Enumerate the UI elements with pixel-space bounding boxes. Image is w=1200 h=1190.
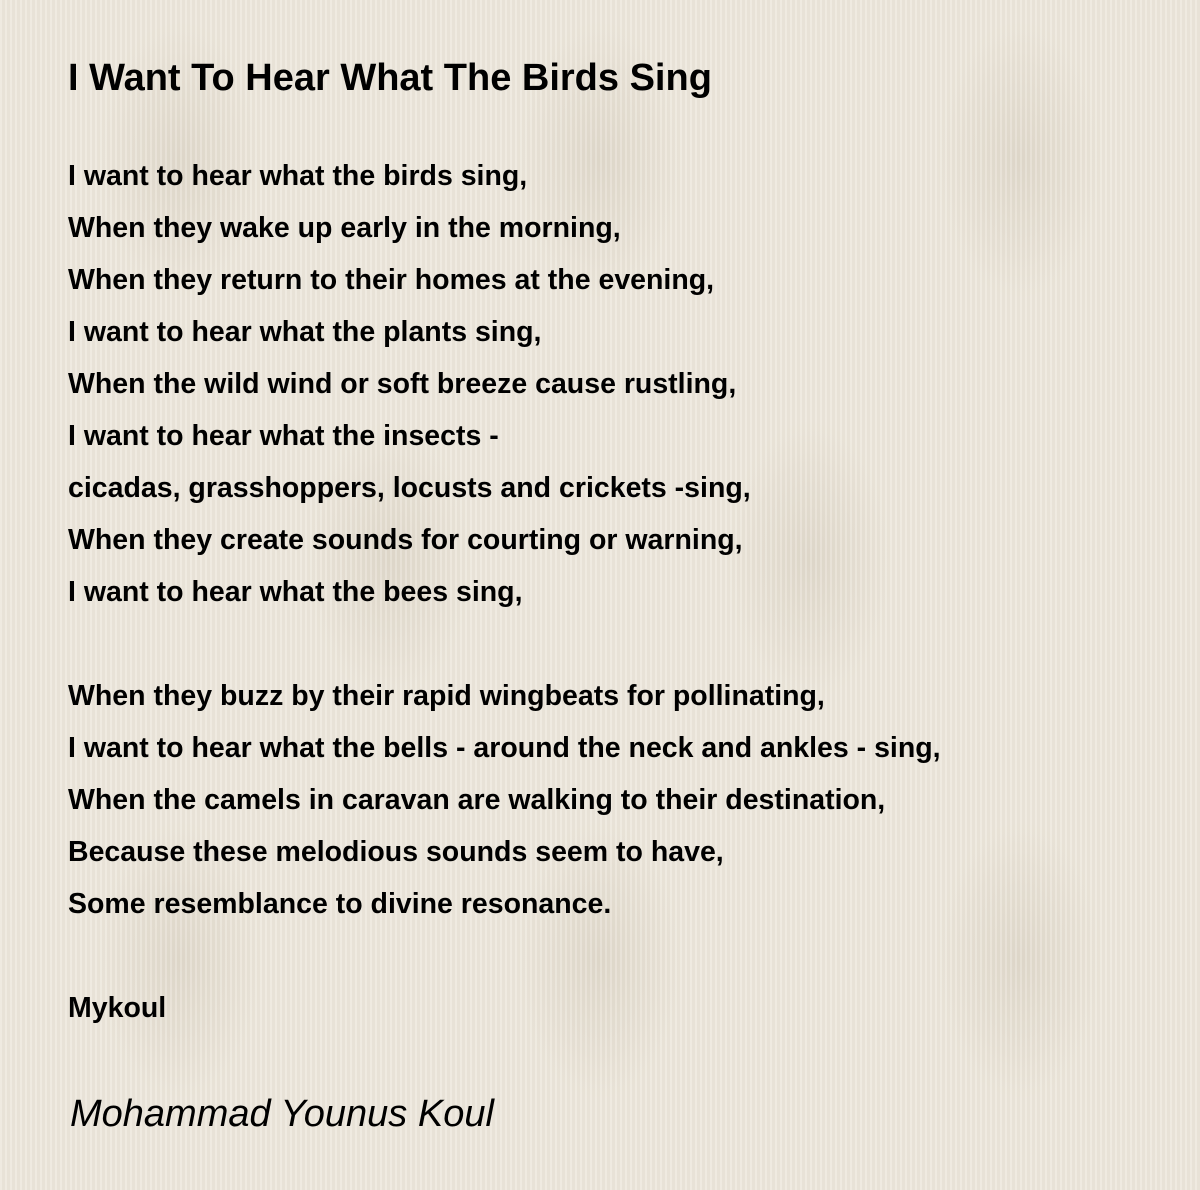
pen-name: Mykoul bbox=[68, 992, 167, 1024]
poem-line: I want to hear what the bees sing, bbox=[68, 576, 523, 608]
poem-line: Because these melodious sounds seem to have, bbox=[68, 836, 724, 868]
poem-line: When they buzz by their rapid wingbeats for pollinating, bbox=[68, 680, 825, 712]
poem-line: Some resemblance to divine resonance. bbox=[68, 888, 612, 920]
poem-line: When they wake up early in the morning, bbox=[68, 212, 621, 244]
poem-line: When they return to their homes at the evening, bbox=[68, 264, 715, 296]
poem-line: cicadas, grasshoppers, locusts and crickets -sing, bbox=[68, 472, 751, 504]
poem-line: When the camels in caravan are walking to their destination, bbox=[68, 784, 886, 816]
poem-line: I want to hear what the bells - around the neck and ankles - sing, bbox=[68, 732, 941, 764]
author-name: Mohammad Younus Koul bbox=[70, 1093, 494, 1135]
poem-line: I want to hear what the insects - bbox=[68, 420, 499, 452]
poem-line: I want to hear what the plants sing, bbox=[68, 316, 542, 348]
poem-body bbox=[68, 150, 941, 930]
poem-line: I want to hear what the birds sing, bbox=[68, 160, 528, 192]
stanza-break bbox=[68, 618, 941, 670]
poem-title: I Want To Hear What The Birds Sing bbox=[68, 57, 712, 99]
poem-line: When the wild wind or soft breeze cause rustling, bbox=[68, 368, 737, 400]
poem-line: When they create sounds for courting or warning, bbox=[68, 524, 743, 556]
